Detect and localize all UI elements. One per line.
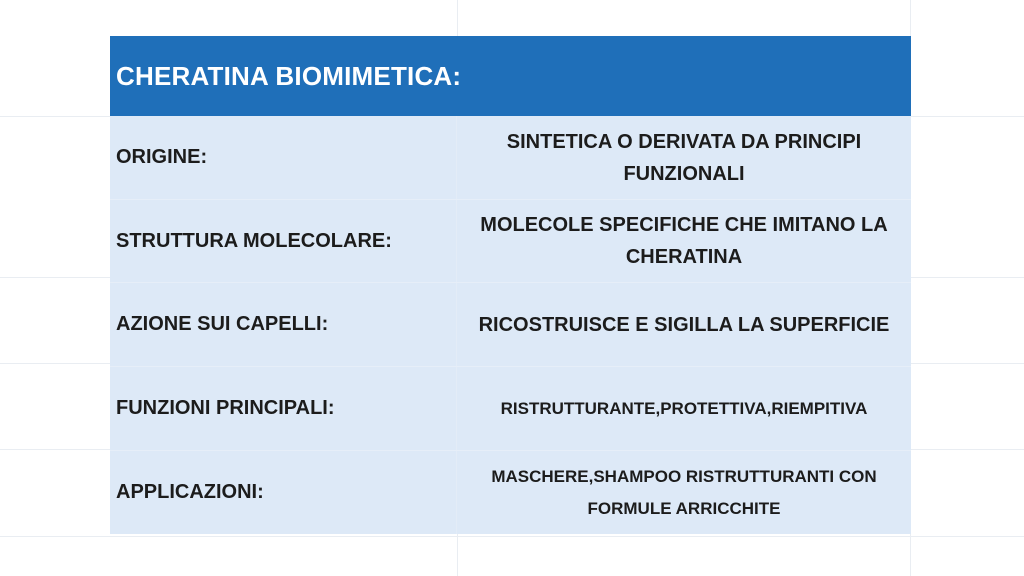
table-row [110,450,911,534]
row-value: RISTRUTTURANTE,PROTETTIVA,RIEMPITIVA [500,398,868,418]
row-label: ORIGINE: [110,116,457,199]
grid-line [0,536,1024,537]
table-header [110,36,911,116]
row-label: AZIONE SUI CAPELLI: [110,283,457,366]
row-value: MOLECOLE SPECIFICHE CHE IMITANO LA CHERATINA [480,214,888,268]
table-body [110,116,911,534]
row-label: FUNZIONI PRINCIPALI: [110,367,457,450]
table-title: CHERATINA BIOMIMETICA: [116,60,462,91]
row-value: SINTETICA O DERIVATA DA PRINCIPI FUNZIONALI [506,130,862,185]
table-row [110,282,911,366]
row-value: MASCHERE,SHAMPOO RISTRUTTURANTI CON FORMULE ARRICCHITE [491,466,877,518]
keratin-table [110,36,911,534]
table-row [110,116,911,199]
table-row [110,199,911,282]
row-label: STRUTTURA MOLECOLARE: [110,200,457,282]
row-label: APPLICAZIONI: [110,451,457,534]
table-row [110,366,911,450]
row-value: RICOSTRUISCE E SIGILLA LA SUPERFICIE [478,313,890,336]
